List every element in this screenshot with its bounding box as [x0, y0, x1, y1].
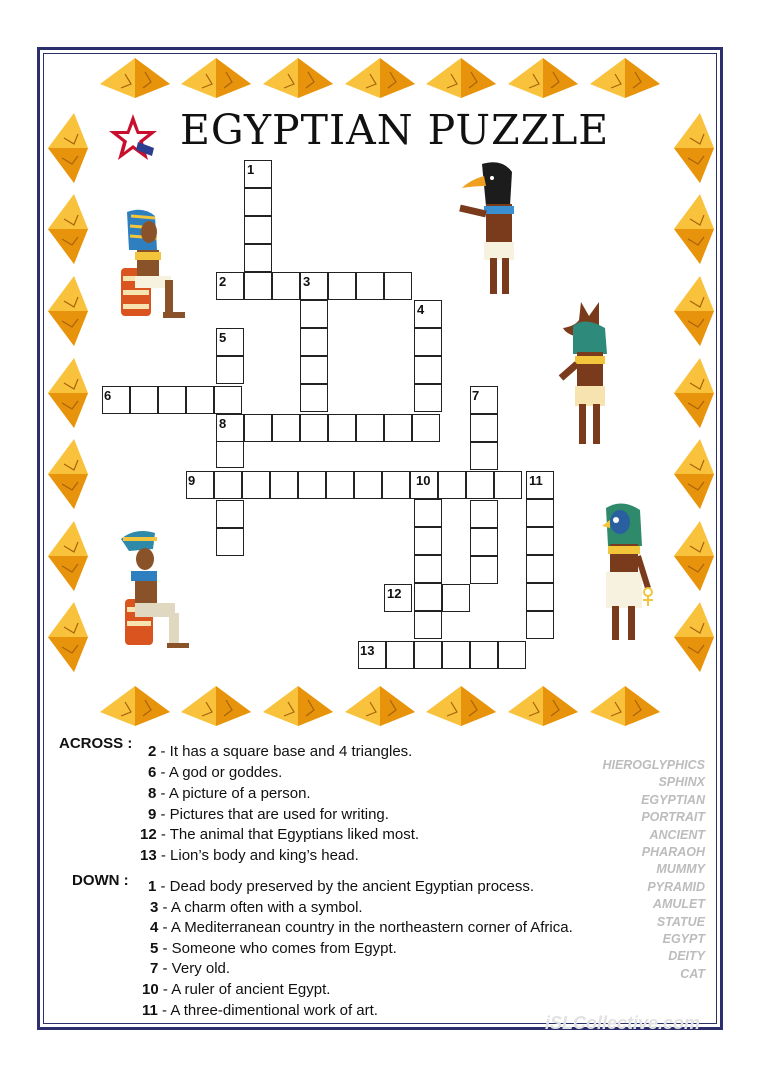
grid-number: 8: [219, 416, 227, 431]
grid-cell[interactable]: [244, 216, 272, 244]
bank-word: SPHINX: [658, 775, 705, 790]
grid-number: 5: [219, 330, 227, 345]
bank-word: MUMMY: [656, 862, 705, 877]
bank-word: AMULET: [652, 897, 705, 912]
grid-cell[interactable]: [526, 499, 554, 527]
grid-cell[interactable]: [356, 272, 384, 300]
grid-cell[interactable]: [356, 414, 384, 442]
bank-word: PYRAMID: [647, 879, 705, 894]
grid-number: 11: [529, 473, 543, 488]
down-clue: 10 - A ruler of ancient Egypt.: [142, 981, 331, 998]
grid-cell[interactable]: [214, 471, 242, 499]
grid-cell[interactable]: [526, 611, 554, 639]
down-clue: 7 - Very old.: [150, 960, 231, 977]
grid-number: 4: [417, 302, 425, 317]
grid-cell[interactable]: [498, 641, 526, 669]
across-clue: 9 - Pictures that are used for writing.: [148, 806, 389, 823]
grid-number: 6: [104, 388, 112, 403]
grid-cell[interactable]: [272, 272, 300, 300]
page-title: EGYPTIAN PUZZLE: [180, 106, 610, 154]
down-clue: 5 - Someone who comes from Egypt.: [150, 940, 397, 957]
grid-cell[interactable]: [470, 500, 498, 528]
grid-cell[interactable]: [216, 528, 244, 556]
grid-cell[interactable]: [298, 471, 326, 499]
bank-word: EGYPT: [662, 932, 705, 947]
grid-cell[interactable]: [442, 641, 470, 669]
grid-cell[interactable]: [300, 384, 328, 412]
grid-cell[interactable]: [382, 471, 410, 499]
grid-cell[interactable]: [216, 440, 244, 468]
word-bank: [602, 757, 705, 983]
grid-cell[interactable]: [328, 272, 356, 300]
grid-number: 13: [360, 643, 375, 658]
grid-cell[interactable]: [384, 272, 412, 300]
grid-cell[interactable]: [386, 641, 414, 669]
grid-cell[interactable]: [242, 471, 270, 499]
bank-word: STATUE: [656, 914, 705, 929]
grid-cell[interactable]: [328, 414, 356, 442]
grid-cell[interactable]: [216, 500, 244, 528]
grid-cell[interactable]: [494, 471, 522, 499]
grid-cell[interactable]: [300, 356, 328, 384]
bank-word: ANCIENT: [649, 827, 705, 842]
grid-cell[interactable]: [270, 471, 298, 499]
grid-cell[interactable]: [158, 386, 186, 414]
grid-cell[interactable]: [414, 328, 442, 356]
bank-word: EGYPTIAN: [641, 792, 705, 807]
grid-cell[interactable]: [438, 471, 466, 499]
grid-cell[interactable]: [414, 583, 442, 611]
grid-number: 10: [416, 473, 431, 488]
down-clue: 3 - A charm often with a symbol.: [150, 899, 363, 916]
grid-number: 1: [247, 162, 255, 177]
grid-cell[interactable]: [326, 471, 354, 499]
grid-cell[interactable]: [414, 611, 442, 639]
grid-cell[interactable]: [244, 244, 272, 272]
grid-cell[interactable]: [244, 188, 272, 216]
grid-cell[interactable]: [442, 584, 470, 612]
grid-cell[interactable]: [214, 386, 242, 414]
across-clue: 8 - A picture of a person.: [148, 785, 311, 802]
grid-cell[interactable]: [470, 641, 498, 669]
grid-cell[interactable]: [272, 414, 300, 442]
grid-number: 12: [387, 586, 402, 601]
bank-word: CAT: [680, 966, 705, 981]
grid-cell[interactable]: [186, 386, 214, 414]
grid-cell[interactable]: [470, 442, 498, 470]
grid-cell[interactable]: [130, 386, 158, 414]
grid-cell[interactable]: [384, 414, 412, 442]
grid-cell[interactable]: [414, 499, 442, 527]
grid-cell[interactable]: [526, 527, 554, 555]
down-label: DOWN :: [72, 872, 129, 889]
grid-number: 3: [303, 274, 311, 289]
watermark: iSLCollective.com: [545, 1013, 701, 1033]
grid-cell[interactable]: [300, 328, 328, 356]
across-clue: 13 - Lion’s body and king’s head.: [140, 847, 359, 864]
grid-cell[interactable]: [414, 356, 442, 384]
bank-word: PORTRAIT: [641, 810, 705, 825]
across-clue: 2 - It has a square base and 4 triangles.: [148, 743, 413, 760]
grid-cell[interactable]: [300, 300, 328, 328]
down-clue: 11 - A three-dimentional work of art.: [142, 1002, 378, 1019]
grid-cell[interactable]: [300, 414, 328, 442]
grid-cell[interactable]: [526, 555, 554, 583]
grid-cell[interactable]: [470, 414, 498, 442]
grid-cell[interactable]: [354, 471, 382, 499]
grid-number: 2: [219, 274, 227, 289]
grid-cell[interactable]: [470, 528, 498, 556]
grid-cell[interactable]: [466, 471, 494, 499]
grid-cell[interactable]: [414, 641, 442, 669]
grid-cell[interactable]: [414, 384, 442, 412]
grid-cell[interactable]: [216, 356, 244, 384]
grid-cell[interactable]: [412, 414, 440, 442]
grid-cell[interactable]: [244, 272, 272, 300]
down-clue: 1 - Dead body preserved by the ancient Egyptian process.: [148, 878, 535, 895]
grid-number: 7: [472, 388, 480, 403]
grid-cell[interactable]: [526, 583, 554, 611]
across-clue: 12 - The animal that Egyptians liked most.: [140, 826, 420, 843]
bank-word: PHARAOH: [641, 845, 705, 860]
grid-cell[interactable]: [470, 556, 498, 584]
grid-cell[interactable]: [244, 414, 272, 442]
down-clue: 4 - A Mediterranean country in the northeastern corner of Africa.: [150, 919, 573, 936]
across-clue: 6 - A god or goddes.: [148, 764, 283, 781]
grid-number: 9: [188, 473, 196, 488]
bank-word: HIEROGLYPHICS: [602, 758, 705, 772]
across-label: ACROSS :: [59, 735, 133, 752]
bank-word: DEITY: [668, 949, 705, 964]
grid-cell[interactable]: [414, 555, 442, 583]
grid-cell[interactable]: [414, 527, 442, 555]
